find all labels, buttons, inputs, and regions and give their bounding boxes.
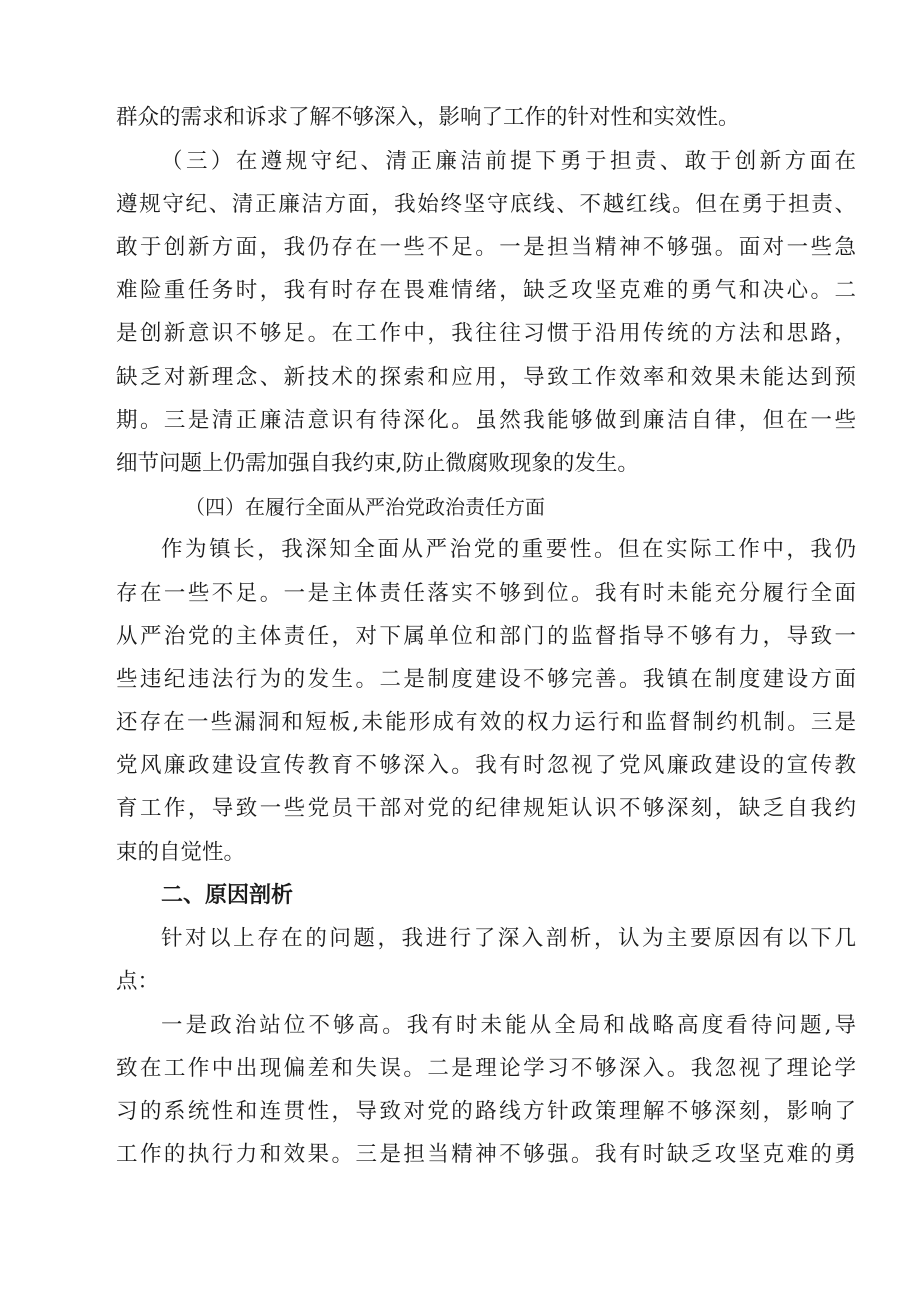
text-line: 细节问题上仍需加强自我约束,防止微腐败现象的发生。 (116, 451, 639, 476)
text-line: 些违纪违法行为的发生。二是制度建设不够完善。我镇在制度建设方面 (116, 667, 856, 692)
text-line: （三）在遵规守纪、清正廉洁前提下勇于担责、敢于创新方面在 (161, 149, 856, 174)
section-subheading: （四）在履行全面从严治党政治责任方面 (185, 495, 545, 519)
text-line: 期。三是清正廉洁意识有待深化。虽然我能够做到廉洁自律，但在一些 (116, 408, 856, 433)
text-line: 党风廉政建设宣传教育不够深入。我有时忽视了党风廉政建设的宣传教 (116, 753, 856, 778)
text-line: 从严治党的主体责任，对下属单位和部门的监督指导不够有力，导致一 (116, 624, 856, 649)
text-line: 缺乏对新理念、新技术的探索和应用，导致工作效率和效果未能达到预 (116, 365, 856, 390)
text-line: 存在一些不足。一是主体责任落实不够到位。我有时未能充分履行全面 (116, 581, 856, 606)
text-line: 习的系统性和连贯性，导致对党的路线方针政策理解不够深刻，影响了 (116, 1099, 856, 1124)
text-line: 一是政治站位不够高。我有时未能从全局和战略高度看待问题,导 (161, 1013, 856, 1038)
text-line: 难险重任务时，我有时存在畏难情绪，缺乏攻坚克难的勇气和决心。二 (116, 278, 856, 303)
text-line: 针对以上存在的问题，我进行了深入剖析，认为主要原因有以下几 (161, 926, 856, 951)
text-line: 作为镇长，我深知全面从严治党的重要性。但在实际工作中，我仍 (161, 537, 856, 562)
text-line: 是创新意识不够足。在工作中，我往往习惯于沿用传统的方法和思路， (116, 321, 856, 346)
text-line: 束的自觉性。 (116, 840, 246, 865)
text-line: 致在工作中出现偏差和失误。二是理论学习不够深入。我忽视了理论学 (116, 1056, 856, 1081)
section-heading: 二、原因剖析 (161, 883, 294, 908)
text-line: 群众的需求和诉求了解不够深入，影响了工作的针对性和实效性。 (116, 105, 740, 130)
text-line: 遵规守纪、清正廉洁方面，我始终坚守底线、不越红线。但在勇于担责、 (116, 192, 856, 217)
text-line: 育工作，导致一些党员干部对党的纪律规矩认识不够深刻，缺乏自我约 (116, 796, 856, 821)
text-line: 还存在一些漏洞和短板,未能形成有效的权力运行和监督制约机制。三是 (116, 710, 856, 735)
text-line: 点： (116, 969, 160, 994)
text-line: 工作的执行力和效果。三是担当精神不够强。我有时缺乏攻坚克难的勇 (116, 1142, 856, 1167)
text-line: 敢于创新方面，我仍存在一些不足。一是担当精神不够强。面对一些急 (116, 235, 856, 260)
